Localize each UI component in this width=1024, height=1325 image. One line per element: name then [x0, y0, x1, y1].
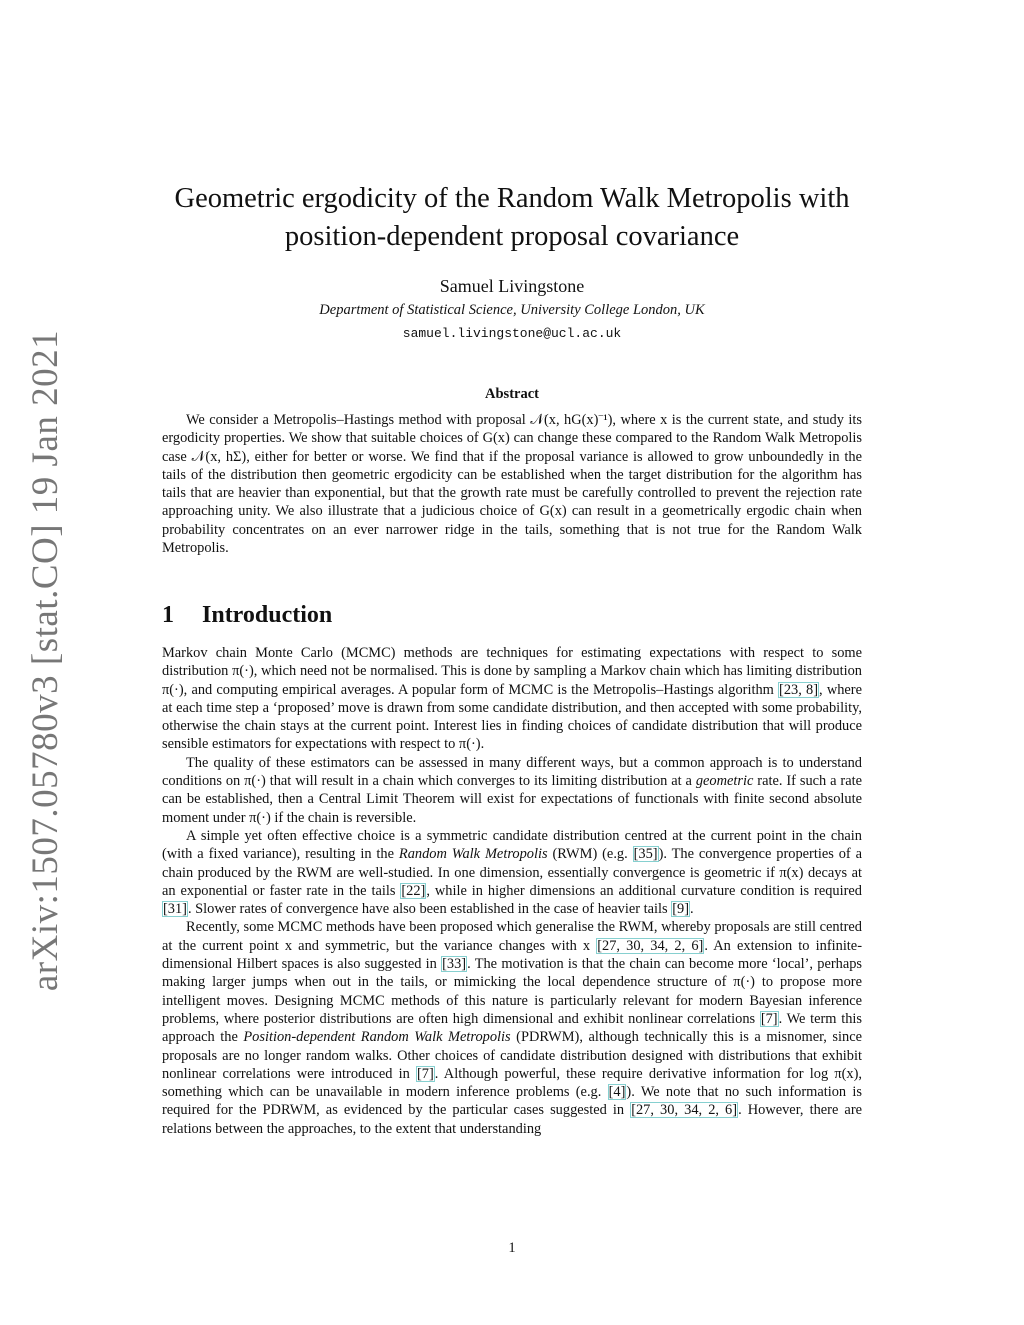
citation-link[interactable]: [23, 8] — [779, 681, 819, 698]
text-run: ). The convergence properties of a chain produced by the RWM are well-studied. In one dimension, essentially convergence is geometric if π(x) decays at an exponential or faster rate in the tails — [162, 846, 862, 899]
citation-link[interactable]: [7] — [417, 1065, 434, 1082]
section-title: Introduction — [202, 602, 333, 628]
citation-link[interactable]: [31] — [163, 901, 187, 918]
citation-link[interactable]: [27, 30, 34, 2, 6] — [631, 1102, 738, 1119]
emphasis-text: Position-dependent Random Walk Metropolis — [243, 1029, 511, 1046]
paragraph — [162, 754, 862, 827]
paragraph — [162, 918, 862, 1138]
text-run: (PDRWM), although technically this is a misnomer, since proposals are no longer random walks. Other choices of candidate distribution designed with distributions that exhibit nonlinear correlations were introduced in — [162, 1029, 862, 1082]
emphasis-text: Random Walk Metropolis — [398, 846, 548, 863]
section-number: 1 — [162, 602, 174, 628]
text-run: rate. If such a rate can be established, then a Central Limit Theorem will exist for expectations of functionals with finite second absolute moment under π(·) if the chain is reversible. — [162, 773, 862, 826]
text-run: Recently, some MCMC methods have been proposed which generalise the RWM, whereby proposals are still centred at the current point x and symmetric, but the variance changes with x — [162, 919, 862, 954]
text-run: . An extension to infinite-dimensional Hilbert spaces is also suggested in — [162, 937, 862, 973]
paragraph — [162, 644, 862, 754]
author-name: Samuel Livingstone — [439, 276, 585, 296]
arxiv-sidebar-stamp — [16, 329, 76, 991]
text-run: , where at each time step a ‘proposed’ move is drawn from some candidate distribution, and then accepted with some probability, otherwise the chain stays at the current point. Interest lies in finding choices of candidate distribution that will produce sensible estimators for expectations with respect to π(·). — [162, 681, 862, 753]
text-run: . We term this approach the — [162, 1010, 862, 1046]
text-run: A simple yet often effective choice is a symmetric candidate distribution centred at the current point in the chain (with a fixed variance), resulting in the — [162, 827, 862, 863]
text-run: The quality of these estimators can be assessed in many different ways, but a common approach is to understand conditions on π(·) that will result in a chain which converges to its limiting distribution at a — [162, 754, 862, 790]
citation-link[interactable]: [9] — [672, 901, 689, 918]
citation-link[interactable]: [4] — [608, 1084, 626, 1101]
abstract-text: We consider a Metropolis–Hastings method with proposal 𝒩(x, hG(x)⁻¹), where x is the current state, and study its ergodicity properties. We show that suitable choices of G(x) can change these compared to the Random Walk Metropolis case 𝒩(x, hΣ), either for better or worse. We find that if the proposal variance is allowed to grow unboundedly in the tails of the distribution then geometric ergodicity can be established when the target distribution for the algorithm has tails that are heavier than exponential, but that the growth rate must be carefully controlled to prevent the rejection rate approaching unity. We also illustrate that a judicious choice of G(x) can result in a geometrically ergodic chain when probability concentrates on an ever narrower ridge in the tails, something that is not true for the Random Walk Metropolis. — [162, 412, 862, 557]
citation-link[interactable]: [27, 30, 34, 2, 6] — [597, 937, 704, 954]
text-run: . The motivation is that the chain can become more ‘local’, perhaps making larger jumps when out in the tails, or mimicking the local dependence structure of π(·) to propose more intelligent moves. Designing MCMC methods of this nature is particularly relevant for modern Bayesian inference problems, where posterior distributions are often high dimensional and exhibit nonlinear correlations — [162, 956, 862, 1027]
author-email[interactable]: samuel.livingstone@ucl.ac.uk — [402, 326, 622, 341]
text-run: , while in higher dimensions an additional curvature condition is required — [426, 882, 862, 899]
section-heading — [162, 602, 862, 629]
citation-link[interactable]: [7] — [760, 1010, 778, 1027]
title-line-2: position-dependent proposal covariance — [284, 221, 740, 252]
page-number: 1 — [508, 1240, 516, 1256]
citation-link[interactable]: [22] — [401, 882, 426, 899]
citation-link[interactable]: [33] — [442, 956, 467, 973]
text-run: . Although powerful, these require derivative information for log π(x), something which can be unavailable in modern inference problems (e.g. — [162, 1065, 862, 1101]
abstract-heading: Abstract — [485, 386, 539, 402]
citation-link[interactable]: [35] — [633, 846, 658, 863]
text-run: . — [690, 901, 694, 918]
text-run: ). We note that no such information is required for the PDRWM, as evidenced by the particular cases suggested in — [162, 1084, 862, 1119]
body-text — [162, 644, 862, 1138]
text-run: . However, there are relations between the approaches, to the extent that understanding — [162, 1102, 862, 1137]
text-run: Markov chain Monte Carlo (MCMC) methods are techniques for estimating expectations with respect to some distribution π(·), which need not be normalised. This is done by sampling a Markov chain which has limiting distribution π(·), and computing empirical averages. A popular form of MCMC is the Metropolis–Hastings algorithm — [162, 645, 862, 698]
paper-title — [160, 180, 864, 256]
author-affiliation: Department of Statistical Science, University College London, UK — [319, 302, 705, 318]
text-run: (RWM) (e.g. — [547, 846, 633, 863]
text-run: . Slower rates of convergence have also been established in the case of heavier tails — [187, 901, 672, 918]
title-line-1: Geometric ergodicity of the Random Walk Metropolis with — [174, 183, 850, 214]
emphasis-text: geometric — [695, 773, 754, 790]
arxiv-identifier: arXiv:1507.05780v3 [stat.CO] 19 Jan 2021 — [25, 329, 67, 991]
paragraph — [162, 827, 862, 918]
